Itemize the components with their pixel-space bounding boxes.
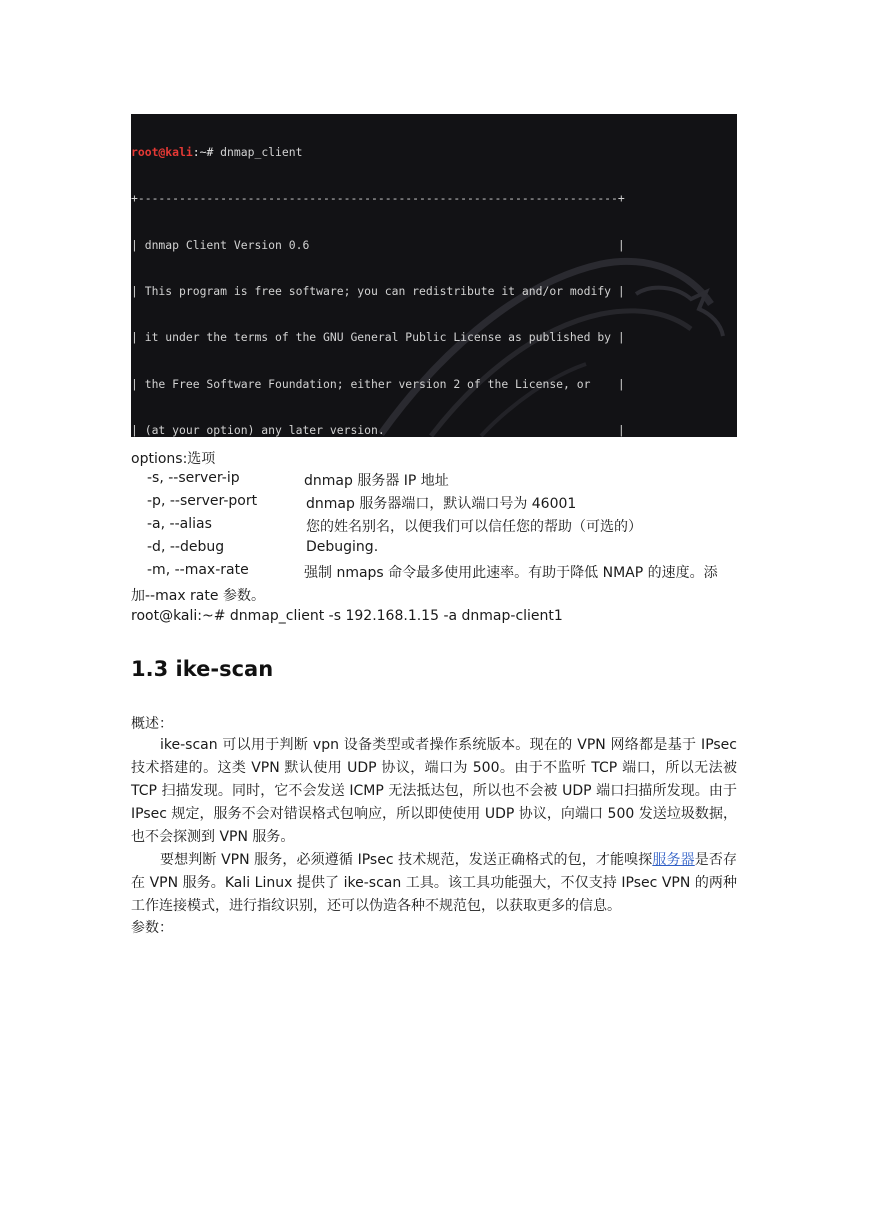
paragraph-text: 要想判断 VPN 服务，必须遵循 IPsec 技术规范，发送正确格式的包，才能嗅探 bbox=[160, 852, 653, 868]
overview-paragraph: ike-scan 可以用于判断 vpn 设备类型或者操作系统版本。现在的 VPN 网络都是基于 IPsec 技术搭建的。这类 VPN 默认使用 UDP 协议，端口为 500。由于不监听 TCP 端口，所以无法被 TCP 扫描发现。同时，它不会发送 ICMP 无法抵达包，所以也不会被 UDP 端口扫描所发现。由于 IPsec 规定，服务不会对错误格式包响应，所以即使使用 UDP 协议，向端口 500 发送垃圾数据，也不会探测到 VPN 服务。 bbox=[131, 737, 737, 845]
option-wrap-line: 加--max rate 参数。 bbox=[131, 588, 265, 604]
overview-label: 概述： bbox=[131, 716, 173, 732]
option-desc: dnmap 服务器 IP 地址 bbox=[304, 473, 449, 489]
example-command: root@kali:~# dnmap_client -s 192.168.1.15 -a dnmap-client1 bbox=[131, 608, 563, 624]
prompt-path: :~# bbox=[192, 144, 221, 159]
section-heading: 1.3 ike-scan bbox=[131, 657, 274, 681]
option-flag: -a, --alias bbox=[147, 516, 212, 532]
terminal-line: | the Free Software Foundation; either version 2 of the License, or | bbox=[131, 376, 625, 391]
options-title: options:选项 bbox=[131, 451, 216, 467]
terminal-output bbox=[131, 114, 666, 437]
option-flag: -s, --server-ip bbox=[147, 470, 240, 486]
paragraph-text: 是否存在 VPN 服务。Kali Linux 提供了 ike-scan 工具。该工具功能强大，不仅支持 IPsec VPN 的两种工作连接模式，进行指纹识别，还可以伪造各种不规范包，以获取更多的信息。 bbox=[131, 852, 738, 914]
server-link[interactable]: 服务器 bbox=[652, 852, 695, 868]
terminal-line: | This program is free software; you can redistribute it and/or modify | bbox=[131, 283, 625, 298]
terminal-line: | (at your option) any later version. | bbox=[131, 422, 625, 437]
option-flag: -m, --max-rate bbox=[147, 562, 249, 578]
option-desc: 您的姓名别名，以便我们可以信任您的帮助（可选的） bbox=[306, 519, 642, 535]
option-desc: dnmap 服务器端口，默认端口号为 46001 bbox=[306, 496, 577, 512]
terminal-screenshot bbox=[131, 114, 737, 437]
option-flag: -d, --debug bbox=[147, 539, 225, 555]
option-desc: Debuging. bbox=[306, 539, 379, 555]
terminal-line: +----------------------------------------------------------------------+ bbox=[131, 191, 625, 206]
params-label: 参数： bbox=[131, 920, 173, 936]
terminal-line: | dnmap Client Version 0.6 | bbox=[131, 237, 625, 252]
prompt-user: root@kali bbox=[131, 144, 193, 159]
service-paragraph bbox=[131, 849, 737, 918]
option-flag: -p, --server-port bbox=[147, 493, 258, 509]
option-desc: 强制 nmaps 命令最多使用此速率。有助于降低 NMAP 的速度。添 bbox=[304, 565, 718, 581]
terminal-prompt-line bbox=[131, 145, 666, 160]
prompt-command: dnmap_client bbox=[220, 144, 303, 159]
terminal-line: | it under the terms of the GNU General Public License as published by | bbox=[131, 330, 625, 345]
